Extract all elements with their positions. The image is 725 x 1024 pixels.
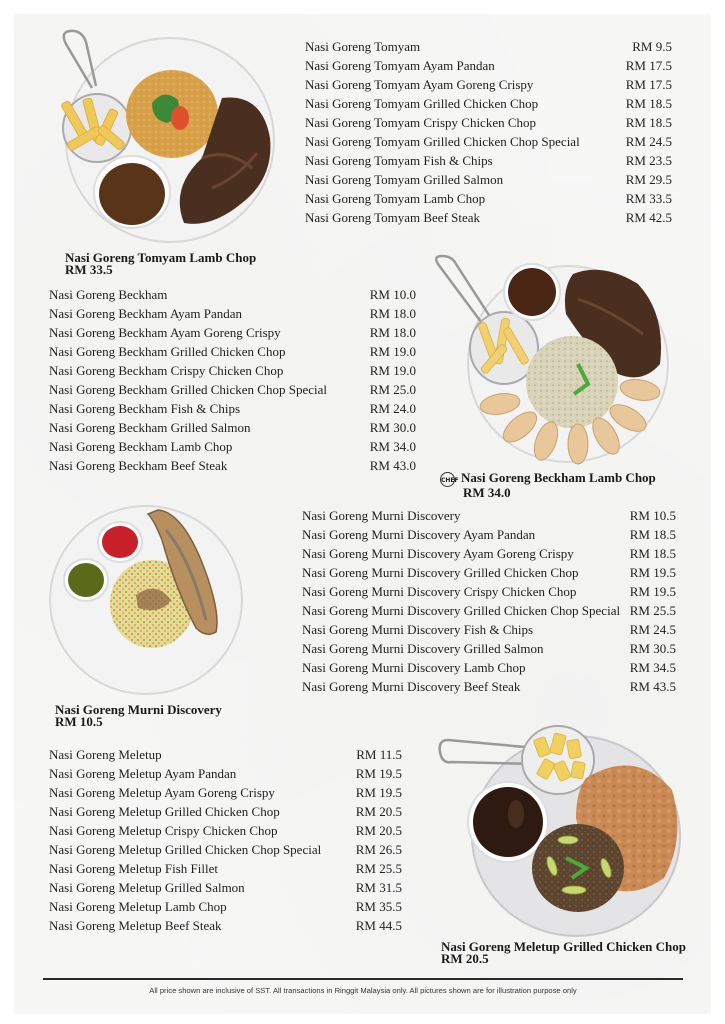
item-name: Nasi Goreng Tomyam Grilled Salmon <box>305 172 504 187</box>
item-name: Nasi Goreng Murni Discovery Beef Steak <box>302 679 521 694</box>
item-price: RM 11.5 <box>356 747 402 762</box>
item-price: RM 24.0 <box>369 401 416 416</box>
item-price: RM 24.5 <box>625 134 672 149</box>
menu-item <box>49 399 416 418</box>
item-price: RM 18.5 <box>629 546 676 561</box>
dish-photo-tomyam-lamb-chop <box>52 28 282 248</box>
menu-item <box>302 582 676 601</box>
menu-item <box>49 916 402 935</box>
item-name: Nasi Goreng Meletup Beef Steak <box>49 918 222 933</box>
featured-name: Nasi Goreng Meletup Grilled Chicken Chop <box>441 939 686 954</box>
menu-item <box>49 380 416 399</box>
item-price: RM 17.5 <box>625 77 672 92</box>
item-price: RM 18.5 <box>625 96 672 111</box>
item-name: Nasi Goreng Meletup Lamb Chop <box>49 899 227 914</box>
chef-recommended-icon: CHEF <box>440 472 455 487</box>
menu-item <box>49 361 416 380</box>
item-price: RM 42.5 <box>625 210 672 225</box>
menu-item <box>302 639 676 658</box>
item-name: Nasi Goreng Beckham Fish & Chips <box>49 401 241 416</box>
featured-name: Nasi Goreng Tomyam Lamb Chop <box>65 250 257 265</box>
item-price: RM 18.5 <box>625 115 672 130</box>
footer-divider <box>43 978 683 980</box>
menu-item <box>49 437 416 456</box>
item-name: Nasi Goreng Murni Discovery Grilled Chicken Chop <box>302 565 579 580</box>
item-name: Nasi Goreng Meletup Fish Fillet <box>49 861 218 876</box>
menu-item <box>305 151 672 170</box>
menu-item <box>302 544 676 563</box>
item-price: RM 25.5 <box>629 603 676 618</box>
menu-item <box>302 563 676 582</box>
menu-item <box>49 342 416 361</box>
item-price: RM 33.5 <box>625 191 672 206</box>
item-name: Nasi Goreng Meletup Grilled Chicken Chop Special <box>49 842 322 857</box>
item-name: Nasi Goreng Beckham Beef Steak <box>49 458 228 473</box>
menu-item <box>49 745 402 764</box>
menu-item <box>49 285 416 304</box>
featured-caption-murni <box>55 704 222 728</box>
footer-disclaimer: All price shown are inclusive of SST. All transactions in Ringgit Malaysia only. All pictures shown are for illustration purpose only <box>149 986 577 995</box>
item-name: Nasi Goreng Beckham Grilled Chicken Chop Special <box>49 382 327 397</box>
menu-item <box>49 456 416 475</box>
item-name: Nasi Goreng Murni Discovery Grilled Chicken Chop Special <box>302 603 621 618</box>
item-name: Nasi Goreng Murni Discovery Fish & Chips <box>302 622 534 637</box>
item-price: RM 18.5 <box>629 527 676 542</box>
item-name: Nasi Goreng Meletup Ayam Pandan <box>49 766 237 781</box>
featured-name: Nasi Goreng Beckham Lamb Chop <box>461 470 656 485</box>
menu-item <box>302 525 676 544</box>
featured-caption-meletup <box>441 941 686 965</box>
item-name: Nasi Goreng Beckham Ayam Pandan <box>49 306 243 321</box>
menu-item <box>49 802 402 821</box>
dish-photo-murni-discovery <box>46 500 246 700</box>
menu-item <box>305 75 672 94</box>
menu-item <box>305 208 672 227</box>
item-price: RM 35.5 <box>355 899 402 914</box>
item-name: Nasi Goreng Tomyam Ayam Pandan <box>305 58 495 73</box>
menu-list-meletup <box>49 745 402 935</box>
item-price: RM 9.5 <box>632 39 672 54</box>
item-price: RM 10.0 <box>369 287 416 302</box>
menu-list-beckham <box>49 285 416 475</box>
menu-item <box>302 506 676 525</box>
item-name: Nasi Goreng Tomyam Beef Steak <box>305 210 481 225</box>
item-price: RM 19.0 <box>369 363 416 378</box>
dish-photo-meletup-grilled-chicken-chop <box>436 718 686 938</box>
item-name: Nasi Goreng Murni Discovery <box>302 508 461 523</box>
menu-item <box>49 859 402 878</box>
item-price: RM 10.5 <box>629 508 676 523</box>
menu-item <box>49 821 402 840</box>
item-name: Nasi Goreng Beckham Ayam Goreng Crispy <box>49 325 281 340</box>
featured-caption-beckham <box>440 472 656 499</box>
item-name: Nasi Goreng Tomyam Grilled Chicken Chop <box>305 96 539 111</box>
item-price: RM 19.5 <box>629 584 676 599</box>
menu-item <box>49 878 402 897</box>
menu-item <box>49 418 416 437</box>
item-name: Nasi Goreng Meletup <box>49 747 162 762</box>
item-price: RM 34.0 <box>369 439 416 454</box>
item-price: RM 20.5 <box>355 823 402 838</box>
item-name: Nasi Goreng Beckham <box>49 287 168 302</box>
item-name: Nasi Goreng Beckham Grilled Salmon <box>49 420 251 435</box>
item-name: Nasi Goreng Murni Discovery Crispy Chicken Chop <box>302 584 577 599</box>
item-price: RM 30.5 <box>629 641 676 656</box>
item-price: RM 23.5 <box>625 153 672 168</box>
menu-list-tomyam <box>305 37 672 227</box>
menu-item <box>305 94 672 113</box>
item-price: RM 26.5 <box>355 842 402 857</box>
item-price: RM 25.0 <box>369 382 416 397</box>
item-name: Nasi Goreng Murni Discovery Grilled Salmon <box>302 641 544 656</box>
menu-item <box>302 658 676 677</box>
item-name: Nasi Goreng Tomyam <box>305 39 421 54</box>
featured-price: RM 20.5 <box>441 951 489 966</box>
item-price: RM 19.5 <box>355 766 402 781</box>
item-price: RM 20.5 <box>355 804 402 819</box>
item-price: RM 43.0 <box>369 458 416 473</box>
item-price: RM 19.0 <box>369 344 416 359</box>
item-name: Nasi Goreng Meletup Ayam Goreng Crispy <box>49 785 275 800</box>
featured-name: Nasi Goreng Murni Discovery <box>55 702 222 717</box>
menu-item <box>302 677 676 696</box>
menu-item <box>305 113 672 132</box>
menu-item <box>305 189 672 208</box>
item-price: RM 17.5 <box>625 58 672 73</box>
menu-item <box>305 37 672 56</box>
featured-price: RM 33.5 <box>65 262 113 277</box>
menu-item <box>305 132 672 151</box>
menu-list-murni <box>302 506 676 696</box>
item-price: RM 18.0 <box>369 325 416 340</box>
item-name: Nasi Goreng Meletup Grilled Salmon <box>49 880 245 895</box>
item-name: Nasi Goreng Murni Discovery Lamb Chop <box>302 660 526 675</box>
item-price: RM 19.5 <box>355 785 402 800</box>
menu-item <box>49 840 402 859</box>
menu-item <box>305 170 672 189</box>
item-price: RM 43.5 <box>629 679 676 694</box>
item-price: RM 25.5 <box>355 861 402 876</box>
menu-item <box>49 897 402 916</box>
item-name: Nasi Goreng Murni Discovery Ayam Goreng Crispy <box>302 546 574 561</box>
item-name: Nasi Goreng Tomyam Ayam Goreng Crispy <box>305 77 534 92</box>
item-name: Nasi Goreng Beckham Crispy Chicken Chop <box>49 363 284 378</box>
menu-item <box>49 323 416 342</box>
item-price: RM 29.5 <box>625 172 672 187</box>
featured-price: RM 34.0 <box>463 485 511 500</box>
item-price: RM 31.5 <box>355 880 402 895</box>
item-name: Nasi Goreng Meletup Grilled Chicken Chop <box>49 804 280 819</box>
menu-item <box>49 304 416 323</box>
featured-price: RM 10.5 <box>55 714 103 729</box>
item-name: Nasi Goreng Tomyam Fish & Chips <box>305 153 493 168</box>
dish-photo-beckham-lamb-chop <box>428 254 678 469</box>
item-price: RM 19.5 <box>629 565 676 580</box>
item-name: Nasi Goreng Meletup Crispy Chicken Chop <box>49 823 278 838</box>
item-name: Nasi Goreng Tomyam Lamb Chop <box>305 191 486 206</box>
item-name: Nasi Goreng Murni Discovery Ayam Pandan <box>302 527 536 542</box>
item-name: Nasi Goreng Tomyam Grilled Chicken Chop Special <box>305 134 580 149</box>
item-price: RM 24.5 <box>629 622 676 637</box>
featured-caption-tomyam <box>65 252 256 276</box>
menu-item <box>49 764 402 783</box>
item-price: RM 30.0 <box>369 420 416 435</box>
menu-item <box>302 620 676 639</box>
item-price: RM 44.5 <box>355 918 402 933</box>
item-name: Nasi Goreng Beckham Grilled Chicken Chop <box>49 344 286 359</box>
menu-item <box>302 601 676 620</box>
item-name: Nasi Goreng Tomyam Crispy Chicken Chop <box>305 115 537 130</box>
item-price: RM 34.5 <box>629 660 676 675</box>
item-name: Nasi Goreng Beckham Lamb Chop <box>49 439 233 454</box>
item-price: RM 18.0 <box>369 306 416 321</box>
menu-item <box>305 56 672 75</box>
menu-item <box>49 783 402 802</box>
